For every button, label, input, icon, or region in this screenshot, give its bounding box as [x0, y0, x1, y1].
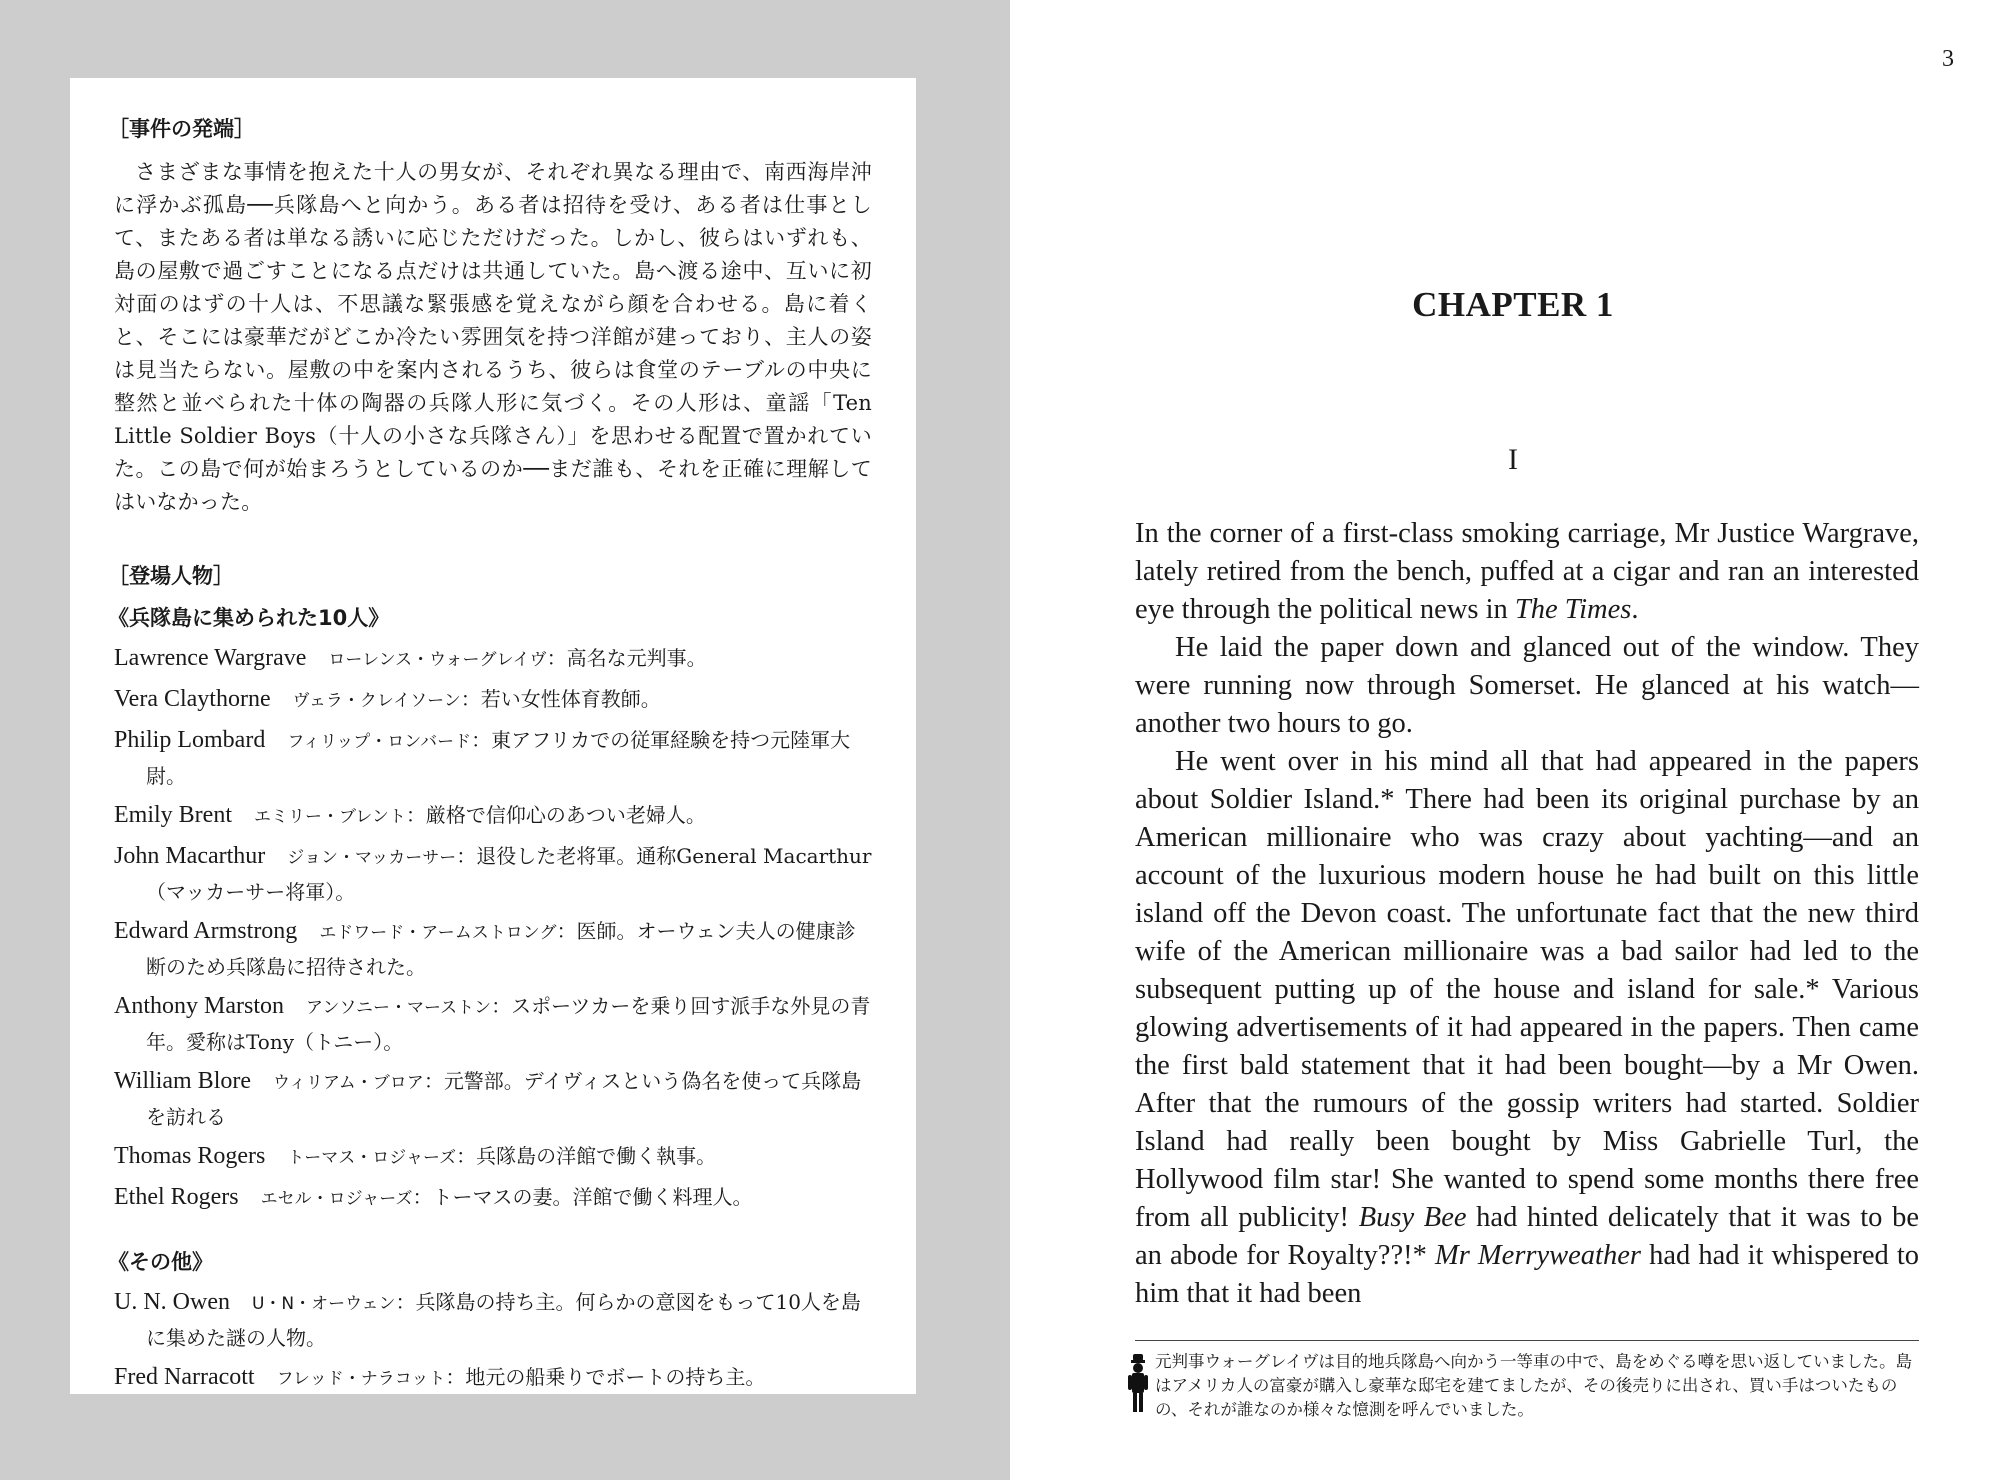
character-entry: Anthony Marston アンソニー・マーストン：スポーツカーを乗り回す派手な外見の青年。愛称はTony（トニー）。	[114, 993, 871, 1054]
character-name-en: John Macarthur	[114, 843, 266, 869]
character-description: 兵隊島の洋館で働く執事。	[476, 1144, 717, 1168]
character-name-ja: ウィリアム・ブロア	[273, 1073, 424, 1093]
character-name-en: Anthony Marston	[114, 993, 284, 1019]
character-name-ja: エミリー・ブレント	[253, 807, 406, 827]
character-name-ja: フレッド・ナラコット	[276, 1369, 446, 1389]
character-entry: John Macarthur ジョン・マッカーサー：退役した老将軍。通称General Macarthur（マッカーサー将軍）。	[114, 843, 872, 904]
footnote-summary: 元判事ウォーグレイヴは目的地兵隊島へ向かう一等車の中で、島をめぐる噂を思い返していました。島はアメリカ人の富豪が購入し豪華な邸宅を建てましたが、その後売りに出され、買い手はついたものの、それが誰なのか様々な憶測を呼んでいました。	[1155, 1352, 1913, 1419]
character-name-en: Philip Lombard	[114, 727, 266, 753]
newspaper-title: The Times	[1514, 594, 1632, 625]
publication-title: Mr Merryweather	[1434, 1240, 1641, 1271]
character-name-en: Ethel Rogers	[114, 1184, 239, 1210]
synopsis-text: さまざまな事情を抱えた十人の男女が、それぞれ異なる理由で、南西海岸沖に浮かぶ孤島──兵隊島へと向かう。ある者は招待を受け、ある者は仕事として、またある者は単なる誘いに応じただけだった。しかし、彼らはいずれも、島の屋敷で過ごすことになる点だけは共通していた。島へ渡る途中、互いに初対面のはずの十人は、不思議な緊張感を覚えながら顔を合わせる。島に着くと、そこには豪華だがどこか冷たい雰囲気を持つ洋館が建っており、主人の姿は見当たらない。屋敷の中を案内されるうち、彼らは食堂のテーブルの中央に整然と並べられた十体の陶器の兵隊人形に気づく。その人形は、童謡「Ten Little Soldier Boys（十人の小さな兵隊さん）」を思わせる配置で置かれていた。この島で何が始まろうとしているのか──まだ誰も、それを正確に理解してはいなかった。	[114, 160, 872, 514]
character-description: 地元の船乗りでボートの持ち主。	[465, 1365, 766, 1389]
character-description: トーマスの妻。洋館で働く料理人。	[432, 1185, 753, 1209]
paragraph-2: He laid the paper down and glanced out of the window. They were running now through Somerset. He glanced at his watch—another two hours to go.	[1135, 632, 1919, 739]
character-name-ja: U・N・オーウェン	[251, 1294, 396, 1314]
character-name-en: Thomas Rogers	[114, 1143, 266, 1169]
character-name-en: Edward Armstrong	[114, 918, 298, 944]
character-description: 高名な元判事。	[566, 646, 707, 670]
group-heading-others: 《その他》	[108, 1250, 213, 1274]
character-name-en: Vera Claythorne	[114, 686, 271, 712]
character-name-ja: エセル・ロジャーズ	[260, 1189, 413, 1209]
character-entry: Fred Narracott フレッド・ナラコット：地元の船乗りでボートの持ち主。	[114, 1364, 766, 1390]
character-description: 退役した老将軍。通称General Macarthur（マッカーサー将軍）。	[146, 844, 872, 904]
character-entry: Philip Lombard フィリップ・ロンバード：東アフリカでの従軍経験を持つ元陸軍大尉。	[114, 727, 851, 788]
character-description: 厳格で信仰心のあつい老婦人。	[425, 803, 706, 827]
character-name-en: Lawrence Wargrave	[114, 645, 307, 671]
paragraph-1: In the corner of a first-class smoking carriage, Mr Justice Wargrave, lately retired from the bench, puffed at a cigar and ran an interested eye through the political news in The Times.	[1135, 518, 1919, 625]
character-entry: William Blore ウィリアム・ブロア：元警部。デイヴィスという偽名を使って兵隊島を訪れる	[114, 1068, 862, 1129]
publication-title: Busy Bee	[1358, 1202, 1467, 1233]
character-entry: U. N. Owen U・N・オーウェン：兵隊島の持ち主。何らかの意図をもって10人を島に集めた謎の人物。	[114, 1289, 861, 1350]
character-entry: Vera Claythorne ヴェラ・クレイソーン：若い女性体育教師。	[114, 686, 661, 712]
novel-page	[1010, 0, 2016, 1480]
character-description: 若い女性体育教師。	[480, 687, 661, 711]
character-guide-card	[70, 78, 916, 1394]
character-name-en: William Blore	[114, 1068, 252, 1094]
character-name-ja: ジョン・マッカーサー	[287, 848, 457, 868]
synopsis-heading: ［事件の発端］	[108, 117, 255, 141]
character-name-ja: エドワード・アームストロング	[319, 923, 557, 943]
character-entry: Edward Armstrong エドワード・アームストロング：医師。オーウェン夫人の健康診断のため兵隊島に招待された。	[114, 918, 856, 979]
section-numeral: I	[1508, 443, 1518, 476]
chapter-body	[1135, 515, 1919, 1313]
character-name-ja: ローレンス・ウォーグレイヴ	[328, 650, 547, 670]
character-name-en: Emily Brent	[114, 802, 232, 828]
character-entry: Ethel Rogers エセル・ロジャーズ：トーマスの妻。洋館で働く料理人。	[114, 1184, 753, 1210]
chapter-title: CHAPTER 1	[1412, 285, 1614, 324]
character-name-ja: アンソニー・マーストン	[306, 998, 492, 1018]
characters-heading: ［登場人物］	[108, 564, 234, 588]
character-name-en: Fred Narracott	[114, 1364, 255, 1390]
character-entry: Thomas Rogers トーマス・ロジャーズ：兵隊島の洋館で働く執事。	[114, 1143, 717, 1169]
character-description: スポーツカーを乗り回す派手な外見の青年。愛称はTony（トニー）。	[146, 994, 871, 1054]
group-heading-ten: 《兵隊島に集められた10人》	[108, 606, 390, 630]
soldier-figure-icon	[1127, 1354, 1149, 1414]
character-description: 東アフリカでの従軍経験を持つ元陸軍大尉。	[146, 728, 851, 788]
character-name-ja: トーマス・ロジャーズ	[287, 1148, 457, 1168]
character-entry: Lawrence Wargrave ローレンス・ウォーグレイヴ：高名な元判事。	[114, 645, 707, 671]
character-entry: Emily Brent エミリー・ブレント：厳格で信仰心のあつい老婦人。	[114, 802, 706, 828]
character-name-ja: ヴェラ・クレイソーン	[292, 691, 461, 711]
character-description: 医師。オーウェン夫人の健康診断のため兵隊島に招待された。	[146, 919, 856, 979]
footnote-divider	[1135, 1340, 1919, 1341]
character-name-ja: フィリップ・ロンバード	[287, 732, 472, 752]
page-number: 3	[1942, 46, 1954, 72]
character-description: 元警部。デイヴィスという偽名を使って兵隊島を訪れる	[146, 1069, 862, 1129]
character-name-en: U. N. Owen	[114, 1289, 230, 1315]
character-description: 兵隊島の持ち主。何らかの意図をもって10人を島に集めた謎の人物。	[146, 1290, 861, 1350]
paragraph-3: He went over in his mind all that had appeared in the papers about Soldier Island.* There had been its original purchase by an American millionaire who was crazy about yachting—and an account of the luxurious modern house he had built on this little island off the Devon coast. The unfortunate fact that the new third wife of the American millionaire was a bad sailor had led to the subsequent putting up of the house and island for sale.* Various glowing advertisements of it had appeared in the papers. Then came the first bald statement that it had been bought—by a Mr Owen. After that the rumours of the gossip writers had started. Soldier Island had really been bought by Miss Gabrielle Turl, the Hollywood film star! She wanted to spend some months there free from all publicity! Busy Bee had hinted delicately that it was to be an abode for Royalty??!* Mr Merryweather had had it whispered to him that it had been	[1135, 746, 1920, 1309]
